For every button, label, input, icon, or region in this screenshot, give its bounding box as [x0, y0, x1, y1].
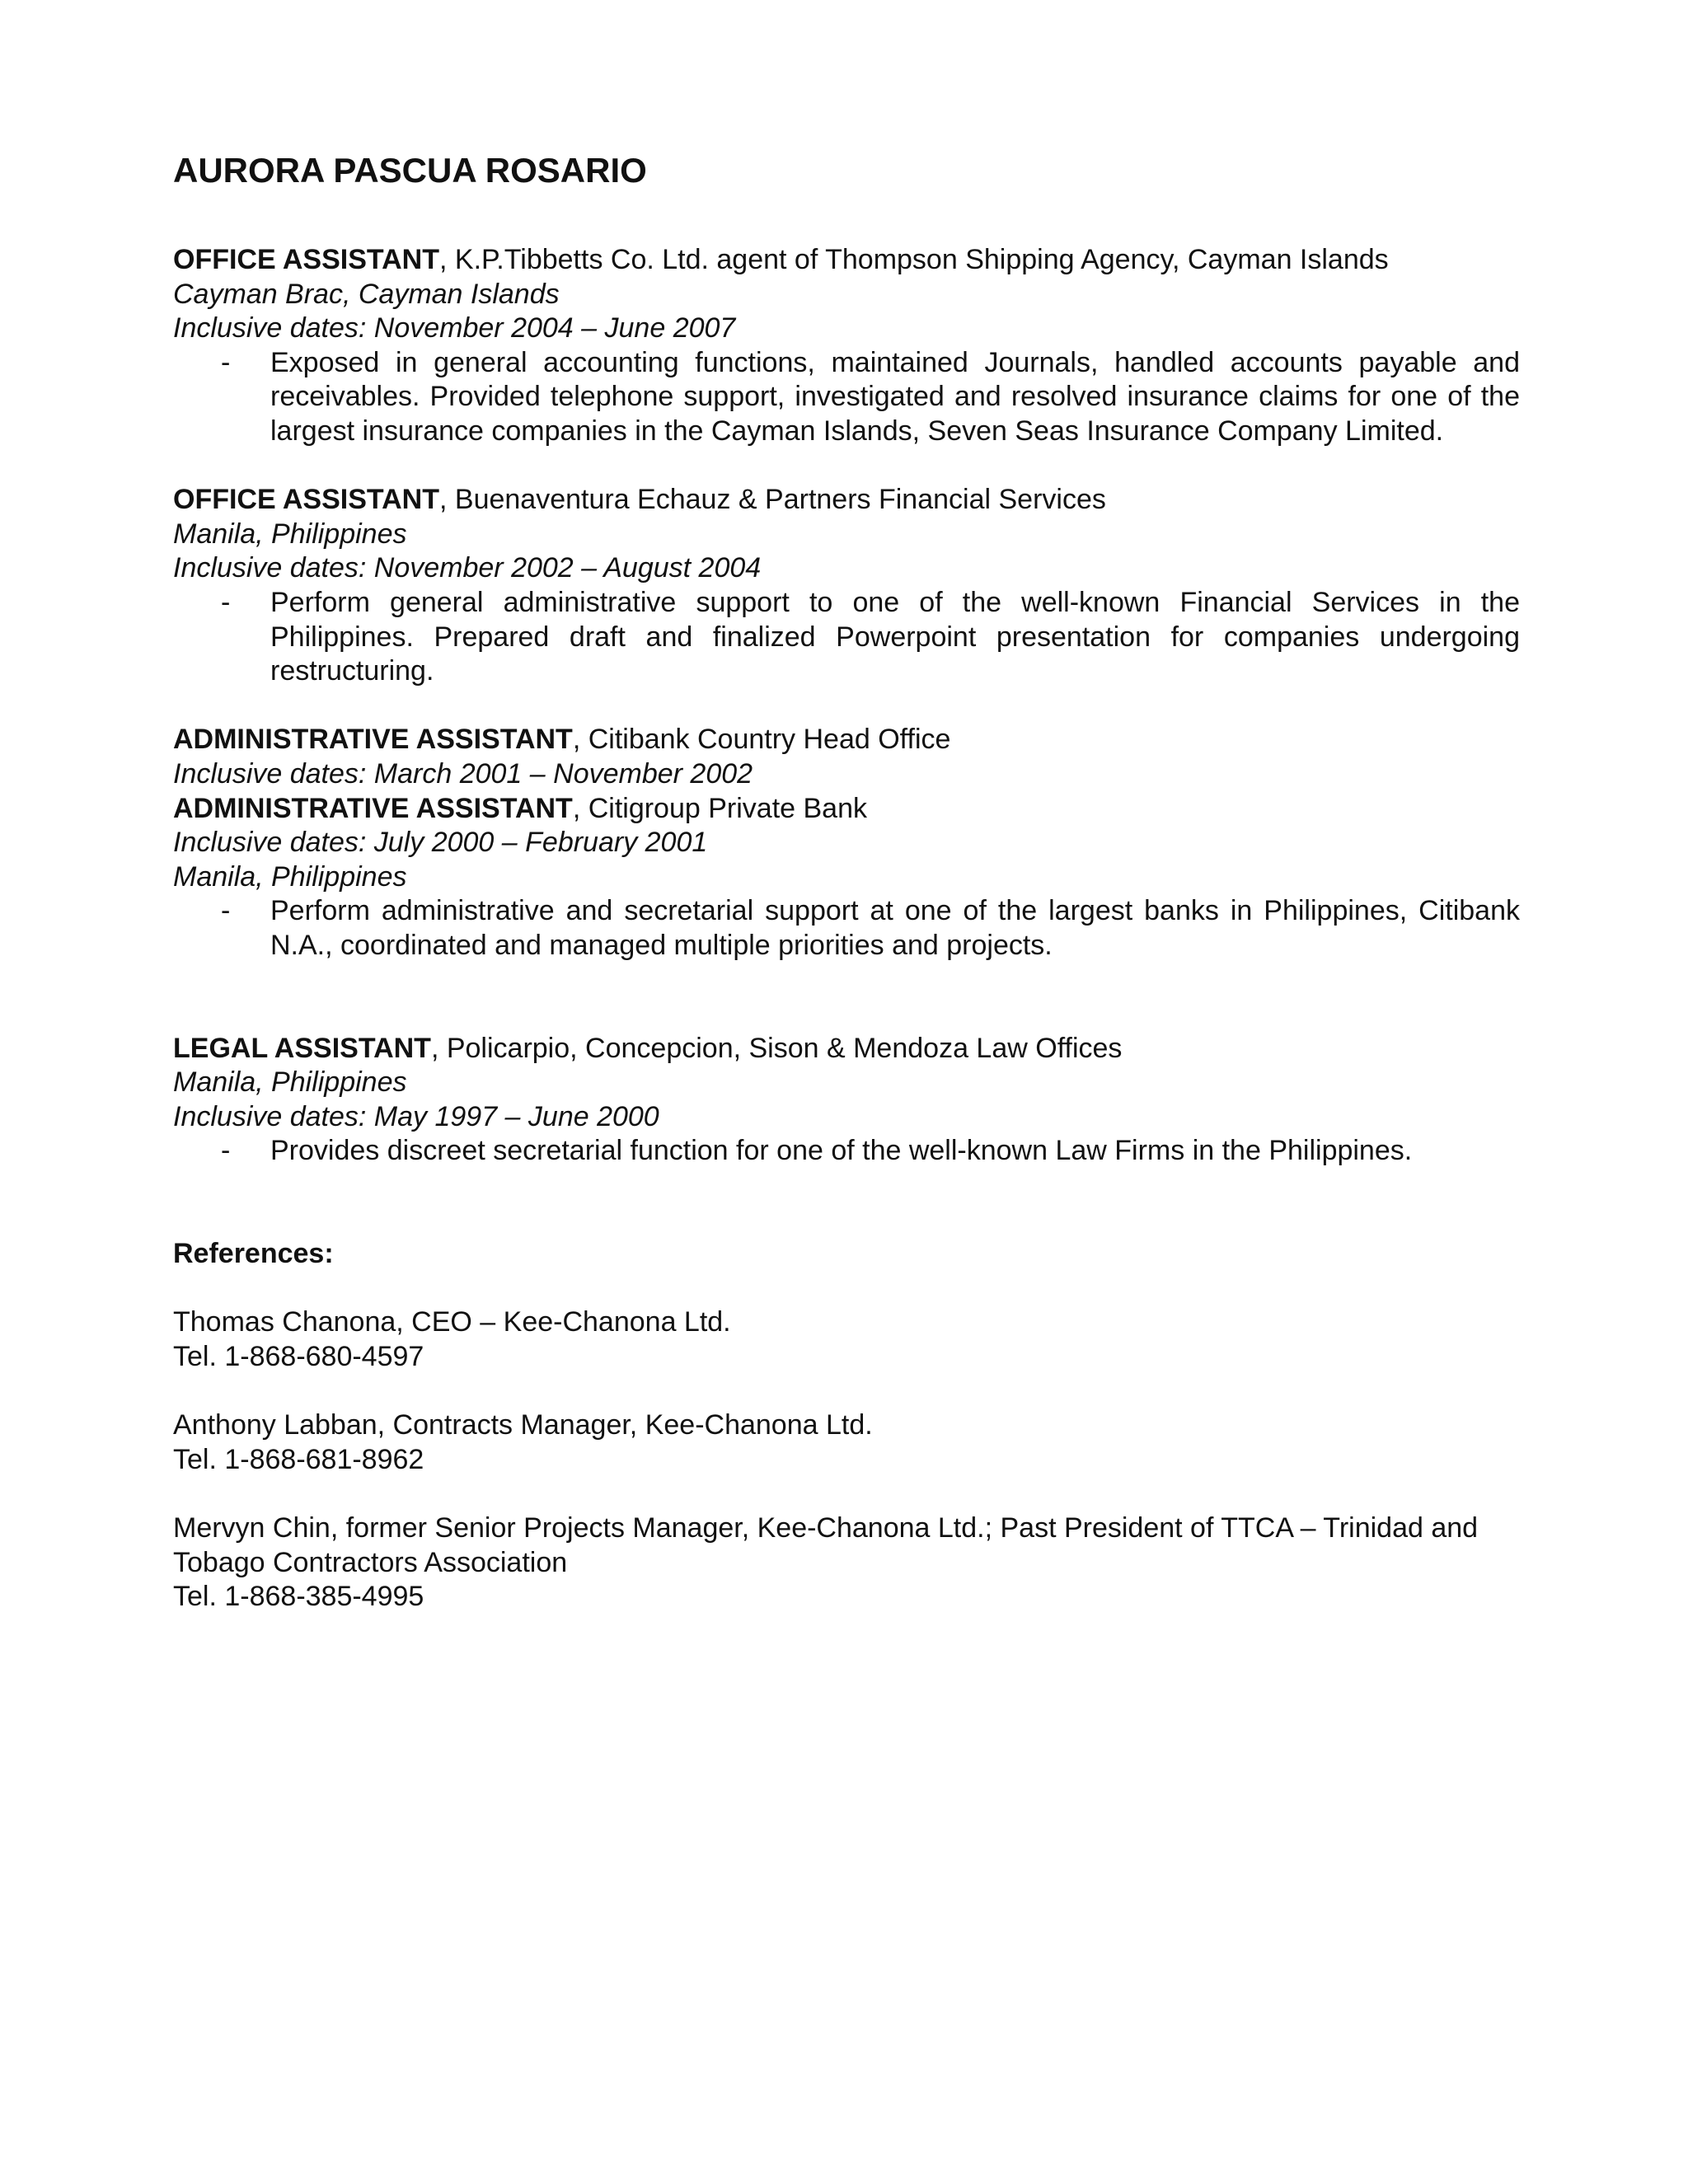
resume-body — [173, 243, 1520, 1615]
job-location: Cayman Brac, Cayman Islands — [173, 278, 560, 310]
job-heading — [173, 723, 1520, 757]
job-organization: , Buenaventura Echauz & Partners Financial Services — [439, 484, 1106, 516]
reference-entry — [173, 1511, 1520, 1615]
job-title: LEGAL ASSISTANT — [173, 1032, 431, 1064]
job-entry — [173, 1032, 1520, 1169]
job-bullet — [173, 894, 1520, 963]
bullet-text: Exposed in general accounting functions, maintained Journals, handled accounts payable and receivables. Provided telephone support, investigated and resolved insurance claims for one of the largest insurance companies in the Cayman Islands, Seven Seas Insurance Company Limited. — [270, 346, 1520, 447]
reference-phone: Tel. 1-868-680-4597 — [173, 1341, 424, 1372]
job-entry — [173, 723, 1520, 791]
bullet-text: Provides discreet secretarial function for one of the well-known Law Firms in the Philippines. — [270, 1135, 1413, 1167]
job-title: OFFICE ASSISTANT — [173, 484, 439, 516]
bullet-marker: - — [221, 586, 231, 618]
job-title: ADMINISTRATIVE ASSISTANT — [173, 724, 573, 756]
reference-name: Thomas Chanona, CEO – Kee-Chanona Ltd. — [173, 1306, 731, 1338]
job-organization: , Citibank Country Head Office — [572, 724, 951, 756]
candidate-name: AURORA PASCUA ROSARIO — [173, 151, 647, 190]
job-location: Manila, Philippines — [173, 860, 407, 893]
reference-phone: Tel. 1-868-681-8962 — [173, 1443, 424, 1475]
bullet-marker: - — [221, 346, 231, 378]
bullet-text: Perform administrative and secretarial support at one of the largest banks in Philippines, Citibank N.A., coordinated and managed multiple priorities and projects. — [270, 895, 1520, 961]
job-bullet — [173, 1134, 1520, 1169]
job-location: Manila, Philippines — [173, 518, 407, 550]
bullet-marker: - — [221, 895, 231, 927]
job-heading — [173, 483, 1520, 518]
job-bullet — [173, 586, 1520, 689]
job-organization: , Policarpio, Concepcion, Sison & Mendoza Law Offices — [430, 1032, 1123, 1064]
bullet-marker: - — [221, 1135, 231, 1167]
job-heading — [173, 243, 1520, 278]
job-dates: Inclusive dates: March 2001 – November 2002 — [173, 757, 753, 790]
references-heading: References: — [173, 1238, 334, 1270]
job-bullet — [173, 346, 1520, 449]
job-title: OFFICE ASSISTANT — [173, 244, 439, 275]
job-dates: Inclusive dates: July 2000 – February 2001 — [173, 827, 708, 859]
job-dates: Inclusive dates: November 2002 – August 2004 — [173, 552, 762, 584]
job-location: Manila, Philippines — [173, 1066, 407, 1099]
job-title: ADMINISTRATIVE ASSISTANT — [173, 792, 573, 824]
reference-name: Mervyn Chin, former Senior Projects Manager, Kee-Chanona Ltd.; Past President of TTCA – Trinidad and Tobago Contractors Association — [173, 1511, 1479, 1578]
reference-entry — [173, 1305, 1520, 1374]
references-section — [173, 1237, 1520, 1615]
job-dates: Inclusive dates: May 1997 – June 2000 — [173, 1100, 659, 1132]
reference-name: Anthony Labban, Contracts Manager, Kee-Chanona Ltd. — [173, 1409, 873, 1441]
reference-entry — [173, 1408, 1520, 1477]
job-entry — [173, 483, 1520, 689]
job-entry — [173, 243, 1520, 449]
job-dates: Inclusive dates: November 2004 – June 2007 — [173, 312, 736, 344]
job-organization: , Citigroup Private Bank — [572, 792, 867, 824]
reference-phone: Tel. 1-868-385-4995 — [173, 1581, 424, 1613]
job-heading — [173, 792, 1520, 827]
bullet-text: Perform general administrative support to one of the well-known Financial Services in the Philippines. Prepared draft and finalized Powerpoint presentation for companies undergoing restructuring. — [270, 586, 1520, 687]
job-organization: , K.P.Tibbetts Co. Ltd. agent of Thompson Shipping Agency, Cayman Islands — [439, 244, 1389, 275]
job-heading — [173, 1032, 1520, 1066]
job-entry — [173, 792, 1520, 963]
